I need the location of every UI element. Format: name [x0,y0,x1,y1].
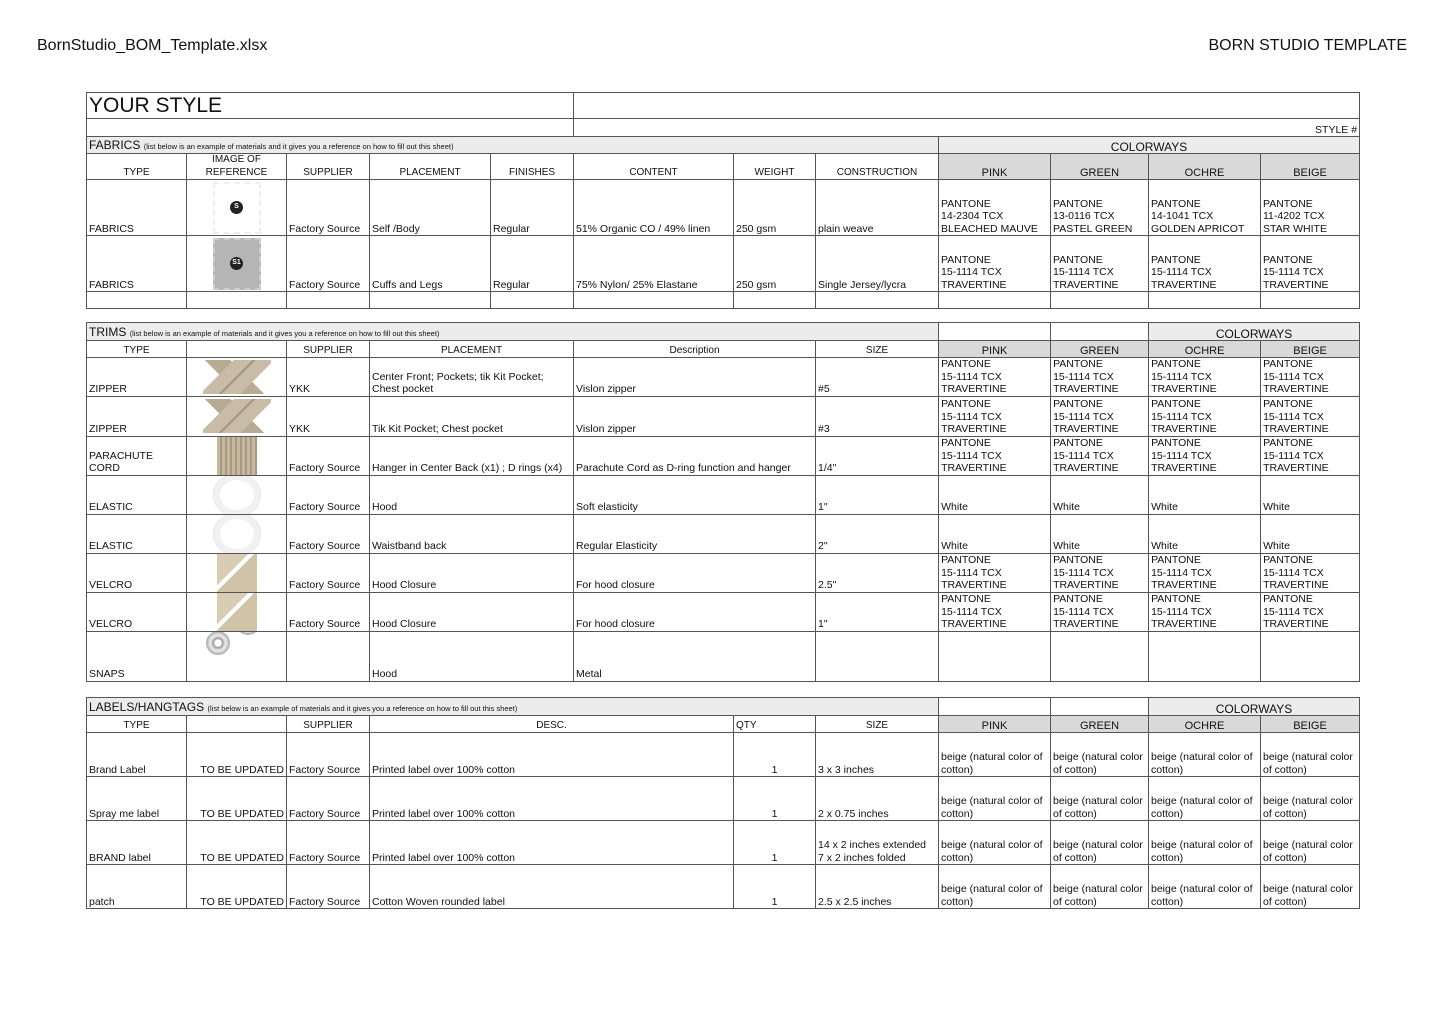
section-note: (list below is an example of materials and it gives you a reference on how to fill out this sheet) [143,141,454,151]
colorway-header: PINK [939,341,1051,358]
style-number-label: STYLE # [574,119,1360,137]
image-cell[interactable] [187,475,287,514]
image-cell[interactable] [187,236,287,292]
size-cell[interactable]: 1/4" [816,436,939,475]
colorway-cell-beige[interactable]: PANTONE 15-1114 TCX TRAVERTINE [1261,236,1360,292]
image-cell[interactable]: TO BE UPDATED [187,821,287,865]
colorway-cell-green[interactable]: White [1051,514,1149,553]
colorway-cell-ochre[interactable]: PANTONE 15-1114 TCX TRAVERTINE [1149,358,1261,397]
section-note: (list below is an example of materials and it gives you a reference on how to fill out this sheet) [129,328,440,338]
empty-cell[interactable] [1051,292,1149,309]
labels-table [86,697,1360,909]
colorway-cell-green[interactable]: PANTONE 13-0116 TCX PASTEL GREEN [1051,180,1149,236]
content-cell[interactable]: 75% Nylon/ 25% Elastane [574,236,734,292]
colorway-cell-ochre[interactable]: PANTONE 15-1114 TCX TRAVERTINE [1149,592,1261,631]
colorway-cell-ochre[interactable]: PANTONE 15-1114 TCX TRAVERTINE [1149,236,1261,292]
colorway-cell-green[interactable]: PANTONE 15-1114 TCX TRAVERTINE [1051,358,1149,397]
column-header: TYPE [87,154,187,180]
fabrics-table [86,92,1360,309]
type-cell[interactable]: FABRICS [87,236,187,292]
elastic-image [214,475,260,514]
section-title: FABRICS [89,137,141,152]
image-cell[interactable] [187,180,287,236]
colorways-header: COLORWAYS [1149,698,1360,716]
colorway-cell-green[interactable]: beige (natural color of cotton) [1051,733,1149,777]
colorway-cell-pink[interactable]: PANTONE 15-1114 TCX TRAVERTINE [939,358,1051,397]
colorway-cell-ochre[interactable]: White [1149,475,1261,514]
column-header: CONTENT [574,154,734,180]
label-row [87,865,1360,909]
qty-cell[interactable]: 1 [734,865,816,909]
image-cell[interactable] [187,592,287,631]
label-row [87,777,1360,821]
construction-cell[interactable]: Single Jersey/lycra [816,236,939,292]
type-cell[interactable]: FABRICS [87,180,187,236]
description-cell[interactable]: For hood closure [574,553,816,592]
colorway-cell-pink[interactable]: beige (natural color of cotton) [939,821,1051,865]
image-cell[interactable] [187,396,287,436]
qty-cell[interactable]: 1 [734,821,816,865]
trims-table [86,322,1360,682]
column-header [187,716,287,733]
image-cell[interactable] [187,514,287,553]
section-title: LABELS/HANGTAGS [89,699,205,714]
qty-cell[interactable]: 1 [734,777,816,821]
colorway-header: GREEN [1051,341,1149,358]
style-name-field[interactable] [574,93,1360,119]
fabric-row [87,236,1360,292]
colorway-cell-green[interactable]: beige (natural color of cotton) [1051,865,1149,909]
colorway-cell-beige[interactable]: beige (natural color of cotton) [1261,733,1360,777]
supplier-cell[interactable]: Factory Source [287,733,370,777]
size-cell[interactable]: 2.5 x 2.5 inches [816,865,939,909]
placement-cell[interactable]: Self /Body [370,180,491,236]
column-header [187,341,287,358]
blank-header[interactable] [1051,698,1149,716]
trims-section-title [87,323,939,341]
column-header: TYPE [87,341,187,358]
placement-cell[interactable]: Hanger in Center Back (x1) ; D rings (x4) [370,436,574,475]
column-header: SIZE [816,341,939,358]
empty-cell[interactable] [187,292,287,309]
supplier-cell[interactable]: Factory Source [287,592,370,631]
blank-header[interactable] [939,323,1051,341]
section-note: (list below is an example of materials and it gives you a reference on how to fill out this sheet) [207,703,518,713]
image-cell[interactable]: TO BE UPDATED [187,777,287,821]
type-cell[interactable]: ELASTIC [87,514,187,553]
empty-cell[interactable] [1149,292,1261,309]
supplier-cell[interactable]: Factory Source [287,821,370,865]
empty-cell[interactable] [734,292,816,309]
colorway-cell-ochre[interactable]: beige (natural color of cotton) [1149,733,1261,777]
blank[interactable] [87,119,574,137]
column-header: QTY [734,716,816,733]
colorway-cell-ochre[interactable] [1149,631,1261,681]
type-cell[interactable]: PARACHUTE CORD [87,436,187,475]
colorway-cell-beige[interactable]: beige (natural color of cotton) [1261,821,1360,865]
placement-cell[interactable]: Hood Closure [370,553,574,592]
image-cell[interactable] [187,631,287,681]
velcro-image [217,554,257,592]
size-cell[interactable]: 1" [816,592,939,631]
placement-cell[interactable]: Hood [370,475,574,514]
size-cell[interactable] [816,631,939,681]
supplier-cell[interactable]: YKK [287,358,370,397]
colorway-cell-green[interactable]: PANTONE 15-1114 TCX TRAVERTINE [1051,396,1149,436]
placement-cell[interactable]: Cuffs and Legs [370,236,491,292]
empty-cell[interactable] [939,292,1051,309]
section-title: TRIMS [89,324,127,339]
colorway-cell-pink[interactable]: PANTONE 14-2304 TCX BLEACHED MAUVE [939,180,1051,236]
trim-row [87,475,1360,514]
empty-cell[interactable] [816,292,939,309]
desc-cell[interactable]: Printed label over 100% cotton [370,777,734,821]
supplier-cell[interactable]: Factory Source [287,475,370,514]
image-cell[interactable] [187,358,287,397]
colorway-cell-ochre[interactable]: PANTONE 15-1114 TCX TRAVERTINE [1149,553,1261,592]
colorway-cell-ochre[interactable]: PANTONE 14-1041 TCX GOLDEN APRICOT [1149,180,1261,236]
colorway-cell-ochre[interactable]: White [1149,514,1261,553]
colorway-header: GREEN [1051,716,1149,733]
colorway-cell-green[interactable]: PANTONE 15-1114 TCX TRAVERTINE [1051,592,1149,631]
colorway-cell-ochre[interactable]: PANTONE 15-1114 TCX TRAVERTINE [1149,436,1261,475]
supplier-cell[interactable]: Factory Source [287,865,370,909]
type-cell[interactable]: ZIPPER [87,396,187,436]
colorway-header: OCHRE [1149,341,1261,358]
blank-header[interactable] [939,698,1051,716]
description-cell[interactable]: Soft elasticity [574,475,816,514]
column-header: WEIGHT [734,154,816,180]
description-cell[interactable]: For hood closure [574,592,816,631]
blank-header[interactable] [1051,323,1149,341]
column-header: TYPE [87,716,187,733]
size-cell[interactable]: 2.5" [816,553,939,592]
placement-cell[interactable]: Hood [370,631,574,681]
size-cell[interactable]: 1" [816,475,939,514]
placement-cell[interactable]: Center Front; Pockets; tik Kit Pocket; Chest pocket [370,358,574,397]
elastic-image [214,514,260,553]
colorway-cell-ochre[interactable]: beige (natural color of cotton) [1149,777,1261,821]
type-cell[interactable]: VELCRO [87,592,187,631]
colorway-cell-green[interactable]: beige (natural color of cotton) [1051,821,1149,865]
colorway-cell-pink[interactable]: White [939,514,1051,553]
colorway-cell-pink[interactable]: PANTONE 15-1114 TCX TRAVERTINE [939,236,1051,292]
empty-cell[interactable] [87,292,187,309]
colorway-cell-beige[interactable]: beige (natural color of cotton) [1261,865,1360,909]
colorways-header: COLORWAYS [939,137,1360,154]
colorway-cell-pink[interactable]: PANTONE 15-1114 TCX TRAVERTINE [939,553,1051,592]
column-header: SIZE [816,716,939,733]
swatch-label: S1 [230,257,243,270]
colorway-header: BEIGE [1261,154,1360,180]
colorway-cell-green[interactable]: beige (natural color of cotton) [1051,777,1149,821]
supplier-cell[interactable]: Factory Source [287,236,370,292]
trim-row [87,396,1360,436]
swatch-s1-icon [213,238,261,290]
colorway-cell-beige[interactable]: beige (natural color of cotton) [1261,777,1360,821]
image-cell[interactable]: TO BE UPDATED [187,733,287,777]
colorway-cell-beige[interactable] [1261,631,1360,681]
image-cell[interactable] [187,436,287,475]
type-cell[interactable]: BRAND label [87,821,187,865]
column-header: Description [574,341,816,358]
colorway-cell-ochre[interactable]: PANTONE 15-1114 TCX TRAVERTINE [1149,396,1261,436]
colorway-cell-beige[interactable]: PANTONE 15-1114 TCX TRAVERTINE [1261,553,1360,592]
brand-title: BORN STUDIO TEMPLATE [1208,37,1407,54]
column-header: CONSTRUCTION [816,154,939,180]
colorway-cell-green[interactable]: PANTONE 15-1114 TCX TRAVERTINE [1051,236,1149,292]
construction-cell[interactable]: plain weave [816,180,939,236]
size-cell[interactable]: 3 x 3 inches [816,733,939,777]
label-row [87,733,1360,777]
column-header: SUPPLIER [287,716,370,733]
label-row [87,821,1360,865]
type-cell[interactable]: VELCRO [87,553,187,592]
description-cell[interactable]: Vislon zipper [574,358,816,397]
placement-cell[interactable]: Hood Closure [370,592,574,631]
supplier-cell[interactable] [287,631,370,681]
empty-cell[interactable] [287,292,370,309]
colorway-cell-ochre[interactable]: beige (natural color of cotton) [1149,821,1261,865]
column-header: SUPPLIER [287,154,370,180]
desc-cell[interactable]: Printed label over 100% cotton [370,821,734,865]
type-cell[interactable]: SNAPS [87,631,187,681]
fabric-row [87,180,1360,236]
finishes-cell[interactable]: Regular [491,180,574,236]
colorway-header: OCHRE [1149,716,1261,733]
zipper-image [203,360,271,394]
colorway-cell-beige[interactable]: PANTONE 11-4202 TCX STAR WHITE [1261,180,1360,236]
trim-row [87,436,1360,475]
supplier-cell[interactable]: Factory Source [287,553,370,592]
colorway-header: GREEN [1051,154,1149,180]
column-header: SUPPLIER [287,341,370,358]
content-cell[interactable]: 51% Organic CO / 49% linen [574,180,734,236]
type-cell[interactable]: Brand Label [87,733,187,777]
size-cell[interactable]: 2 x 0.75 inches [816,777,939,821]
cord-image [217,437,257,475]
column-header: DESC. [370,716,734,733]
trim-row [87,358,1360,397]
trim-row [87,631,1360,681]
weight-cell[interactable]: 250 gsm [734,180,816,236]
colorway-header: PINK [939,154,1051,180]
colorway-cell-beige[interactable]: White [1261,475,1360,514]
colorway-cell-green[interactable]: White [1051,475,1149,514]
type-cell[interactable]: ZIPPER [87,358,187,397]
column-header: FINISHES [491,154,574,180]
swatch-s-icon [213,182,261,234]
colorway-header: BEIGE [1261,716,1360,733]
supplier-cell[interactable]: Factory Source [287,777,370,821]
supplier-cell[interactable]: Factory Source [287,180,370,236]
desc-cell[interactable]: Cotton Woven rounded label [370,865,734,909]
empty-cell[interactable] [491,292,574,309]
column-header: PLACEMENT [370,341,574,358]
colorway-cell-beige[interactable]: PANTONE 15-1114 TCX TRAVERTINE [1261,396,1360,436]
zipper-image [203,399,271,433]
empty-cell[interactable] [370,292,491,309]
desc-cell[interactable]: Printed label over 100% cotton [370,733,734,777]
supplier-cell[interactable]: Factory Source [287,436,370,475]
colorway-header: BEIGE [1261,341,1360,358]
size-cell[interactable]: 2" [816,514,939,553]
colorway-cell-pink[interactable]: beige (natural color of cotton) [939,777,1051,821]
type-cell[interactable]: patch [87,865,187,909]
snaps-image [202,631,272,657]
colorway-cell-pink[interactable] [939,631,1051,681]
supplier-cell[interactable]: YKK [287,396,370,436]
column-header: IMAGE OF REFERENCE [187,154,287,180]
description-cell[interactable]: Parachute Cord as D-ring function and hanger [574,436,816,475]
colorway-cell-pink[interactable]: beige (natural color of cotton) [939,865,1051,909]
empty-cell[interactable] [1261,292,1360,309]
colorway-cell-beige[interactable]: PANTONE 15-1114 TCX TRAVERTINE [1261,358,1360,397]
colorway-header: OCHRE [1149,154,1261,180]
supplier-cell[interactable]: Factory Source [287,514,370,553]
placement-cell[interactable]: Tik Kit Pocket; Chest pocket [370,396,574,436]
velcro-image [217,593,257,631]
empty-cell[interactable] [574,292,734,309]
description-cell[interactable]: Regular Elasticity [574,514,816,553]
colorway-cell-pink[interactable]: beige (natural color of cotton) [939,733,1051,777]
colorway-cell-pink[interactable]: White [939,475,1051,514]
trim-row [87,514,1360,553]
colorway-cell-green[interactable]: PANTONE 15-1114 TCX TRAVERTINE [1051,553,1149,592]
weight-cell[interactable]: 250 gsm [734,236,816,292]
colorway-cell-pink[interactable]: PANTONE 15-1114 TCX TRAVERTINE [939,436,1051,475]
colorway-cell-green[interactable]: PANTONE 15-1114 TCX TRAVERTINE [1051,436,1149,475]
size-cell[interactable]: 14 x 2 inches extended 7 x 2 inches folded [816,821,939,865]
labels-section-title [87,698,939,716]
fabrics-section-title [87,137,939,154]
colorway-header: PINK [939,716,1051,733]
colorway-cell-pink[interactable]: PANTONE 15-1114 TCX TRAVERTINE [939,592,1051,631]
colorway-cell-pink[interactable]: PANTONE 15-1114 TCX TRAVERTINE [939,396,1051,436]
image-cell[interactable]: TO BE UPDATED [187,865,287,909]
style-title[interactable]: YOUR STYLE [87,93,574,119]
colorway-cell-ochre[interactable]: beige (natural color of cotton) [1149,865,1261,909]
column-header: PLACEMENT [370,154,491,180]
image-cell[interactable] [187,553,287,592]
swatch-label: S [230,201,243,214]
colorway-cell-green[interactable] [1051,631,1149,681]
colorway-cell-beige[interactable]: White [1261,514,1360,553]
file-name: BornStudio_BOM_Template.xlsx [37,37,268,54]
description-cell[interactable]: Vislon zipper [574,396,816,436]
colorways-header: COLORWAYS [1149,323,1360,341]
size-cell[interactable]: #3 [816,396,939,436]
trim-row [87,553,1360,592]
placement-cell[interactable]: Waistband back [370,514,574,553]
colorway-cell-beige[interactable]: PANTONE 15-1114 TCX TRAVERTINE [1261,436,1360,475]
type-cell[interactable]: ELASTIC [87,475,187,514]
size-cell[interactable]: #5 [816,358,939,397]
trim-row [87,592,1360,631]
type-cell[interactable]: Spray me label [87,777,187,821]
colorway-cell-beige[interactable]: PANTONE 15-1114 TCX TRAVERTINE [1261,592,1360,631]
finishes-cell[interactable]: Regular [491,236,574,292]
description-cell[interactable]: Metal [574,631,816,681]
qty-cell[interactable]: 1 [734,733,816,777]
